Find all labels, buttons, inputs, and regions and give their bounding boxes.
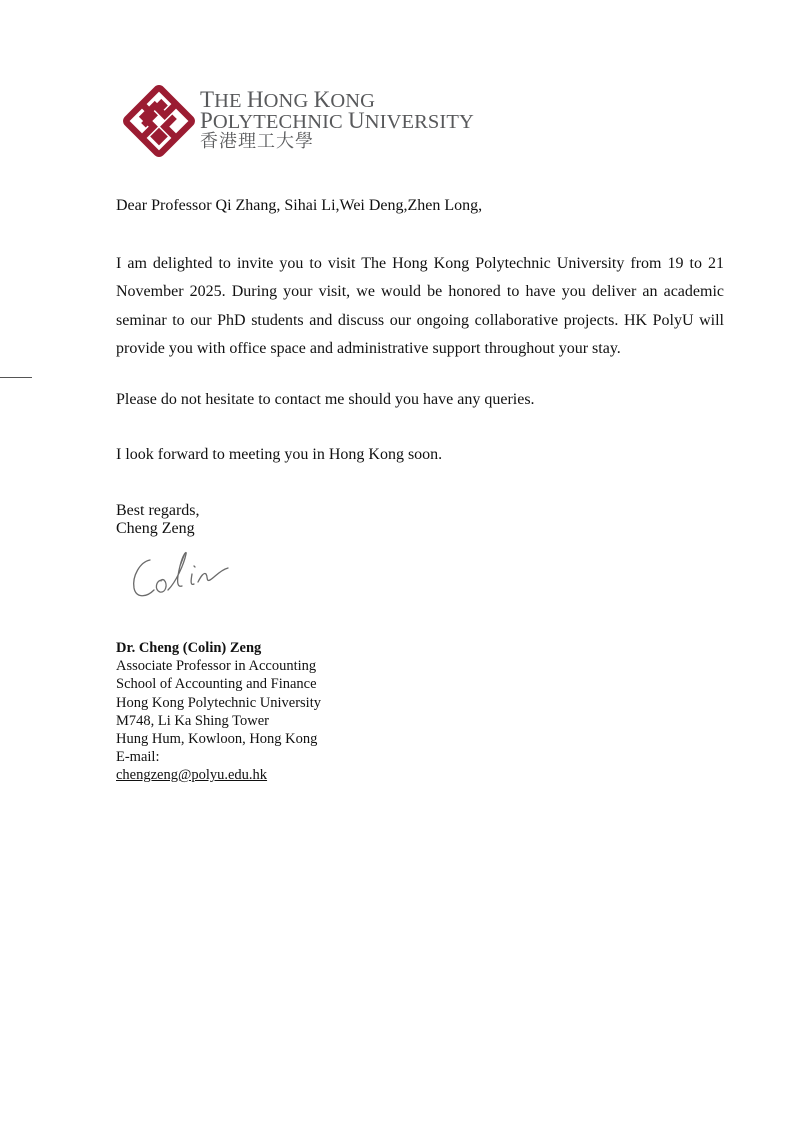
- logo-letters: ONG: [263, 90, 314, 112]
- contact-address: Hung Hum, Kowloon, Hong Kong: [116, 731, 318, 748]
- logo-letter: P: [200, 108, 213, 133]
- contact-block: [116, 639, 321, 785]
- closing-phrase: Best regards,: [116, 502, 200, 519]
- contact-title: Associate Professor in Accounting: [116, 658, 317, 675]
- logo-letter: H: [246, 87, 264, 112]
- queries-paragraph: Please do not hesitate to contact me should you have any queries.: [116, 391, 535, 408]
- polyu-emblem-icon: [122, 84, 196, 158]
- email-link[interactable]: chengzeng@polyu.edu.hk: [116, 767, 268, 784]
- logo-letter: T: [200, 87, 215, 112]
- contact-name: Dr. Cheng (Colin) Zeng: [116, 640, 262, 656]
- logo-letters: HE: [214, 90, 247, 112]
- university-name-line-1: [200, 87, 474, 112]
- contact-university: Hong Kong Polytechnic University: [116, 694, 321, 711]
- university-logo: [122, 84, 502, 160]
- logo-letter: U: [348, 108, 365, 133]
- logo-letter: K: [313, 87, 331, 112]
- contact-office: M748, Li Ka Shing Tower: [116, 712, 269, 729]
- university-name-line-2: [200, 108, 474, 133]
- invitation-paragraph: I am delighted to invite you to visit The Hong Kong Polytechnic University from 19 to 21 November 2025. During your visit, we would be honored to have you deliver an academic seminar to our PhD students and discuss our ongoing collaborative projects. HK PolyU will provide you with office space and administrative support throughout your stay.: [116, 255, 724, 357]
- logo-letters: NIVERSITY: [364, 111, 474, 133]
- university-name: [200, 88, 474, 154]
- handwritten-signature: [128, 546, 238, 604]
- sign-off: [116, 502, 724, 538]
- university-chinese-name: 香港理工大學: [200, 131, 314, 152]
- margin-rule: [0, 377, 32, 378]
- contact-email-line: [116, 748, 321, 784]
- signer-name: Cheng Zeng: [116, 520, 195, 537]
- logo-letters: OLYTECHNIC: [212, 111, 349, 133]
- salutation: Dear Professor Qi Zhang, Sihai Li,Wei Deng,Zhen Long,: [116, 197, 483, 214]
- contact-school: School of Accounting and Finance: [116, 676, 317, 693]
- logo-letters: ONG: [330, 90, 376, 112]
- closing-paragraph: I look forward to meeting you in Hong Kong soon.: [116, 446, 443, 463]
- email-label: E-mail:: [116, 749, 160, 766]
